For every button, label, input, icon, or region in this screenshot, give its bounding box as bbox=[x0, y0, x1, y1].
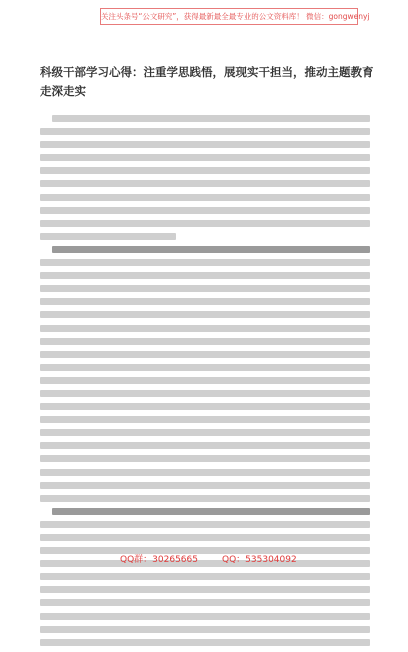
qq-contact-label: QQ：535304092 bbox=[222, 555, 297, 565]
qq-group-label: QQ群：30265665 bbox=[120, 555, 198, 565]
text-line bbox=[40, 220, 370, 227]
text-line bbox=[40, 390, 370, 397]
text-line bbox=[40, 573, 370, 580]
document-body bbox=[40, 115, 370, 652]
promo-banner-text: 关注头条号“公文研究”，获得最新最全最专业的公文资料库！ 微信：gongwenyj bbox=[101, 12, 370, 21]
contact-footer bbox=[0, 552, 408, 566]
text-line bbox=[40, 599, 370, 606]
document-title: 科级干部学习心得：注重学思践悟，展现实干担当，推动主题教育走深走实 bbox=[40, 65, 374, 98]
text-line bbox=[52, 115, 370, 122]
text-line bbox=[40, 128, 370, 135]
text-line bbox=[40, 613, 370, 620]
text-line bbox=[40, 586, 370, 593]
promo-banner bbox=[100, 8, 370, 25]
text-line bbox=[40, 534, 370, 541]
text-line-bold bbox=[52, 508, 370, 515]
text-line bbox=[40, 377, 370, 384]
text-line bbox=[40, 298, 370, 305]
text-line bbox=[40, 455, 370, 462]
text-line bbox=[40, 403, 370, 410]
text-line bbox=[40, 416, 370, 423]
text-line bbox=[40, 325, 370, 332]
text-line bbox=[40, 141, 370, 148]
text-line bbox=[40, 154, 370, 161]
text-line bbox=[40, 180, 370, 187]
text-line bbox=[40, 639, 370, 646]
text-line bbox=[40, 482, 370, 489]
text-line bbox=[40, 285, 370, 292]
text-line bbox=[40, 429, 370, 436]
text-line bbox=[40, 259, 370, 266]
text-line bbox=[40, 351, 370, 358]
text-line bbox=[40, 626, 370, 633]
text-line bbox=[40, 311, 370, 318]
text-line bbox=[40, 194, 370, 201]
text-line bbox=[40, 442, 370, 449]
text-line bbox=[40, 272, 370, 279]
text-line bbox=[40, 207, 370, 214]
text-line bbox=[40, 364, 370, 371]
text-line bbox=[40, 167, 370, 174]
text-line bbox=[40, 495, 370, 502]
text-line-bold bbox=[52, 246, 370, 253]
text-line bbox=[40, 338, 370, 345]
text-line bbox=[40, 469, 370, 476]
text-line bbox=[40, 233, 176, 240]
text-line bbox=[40, 521, 370, 528]
